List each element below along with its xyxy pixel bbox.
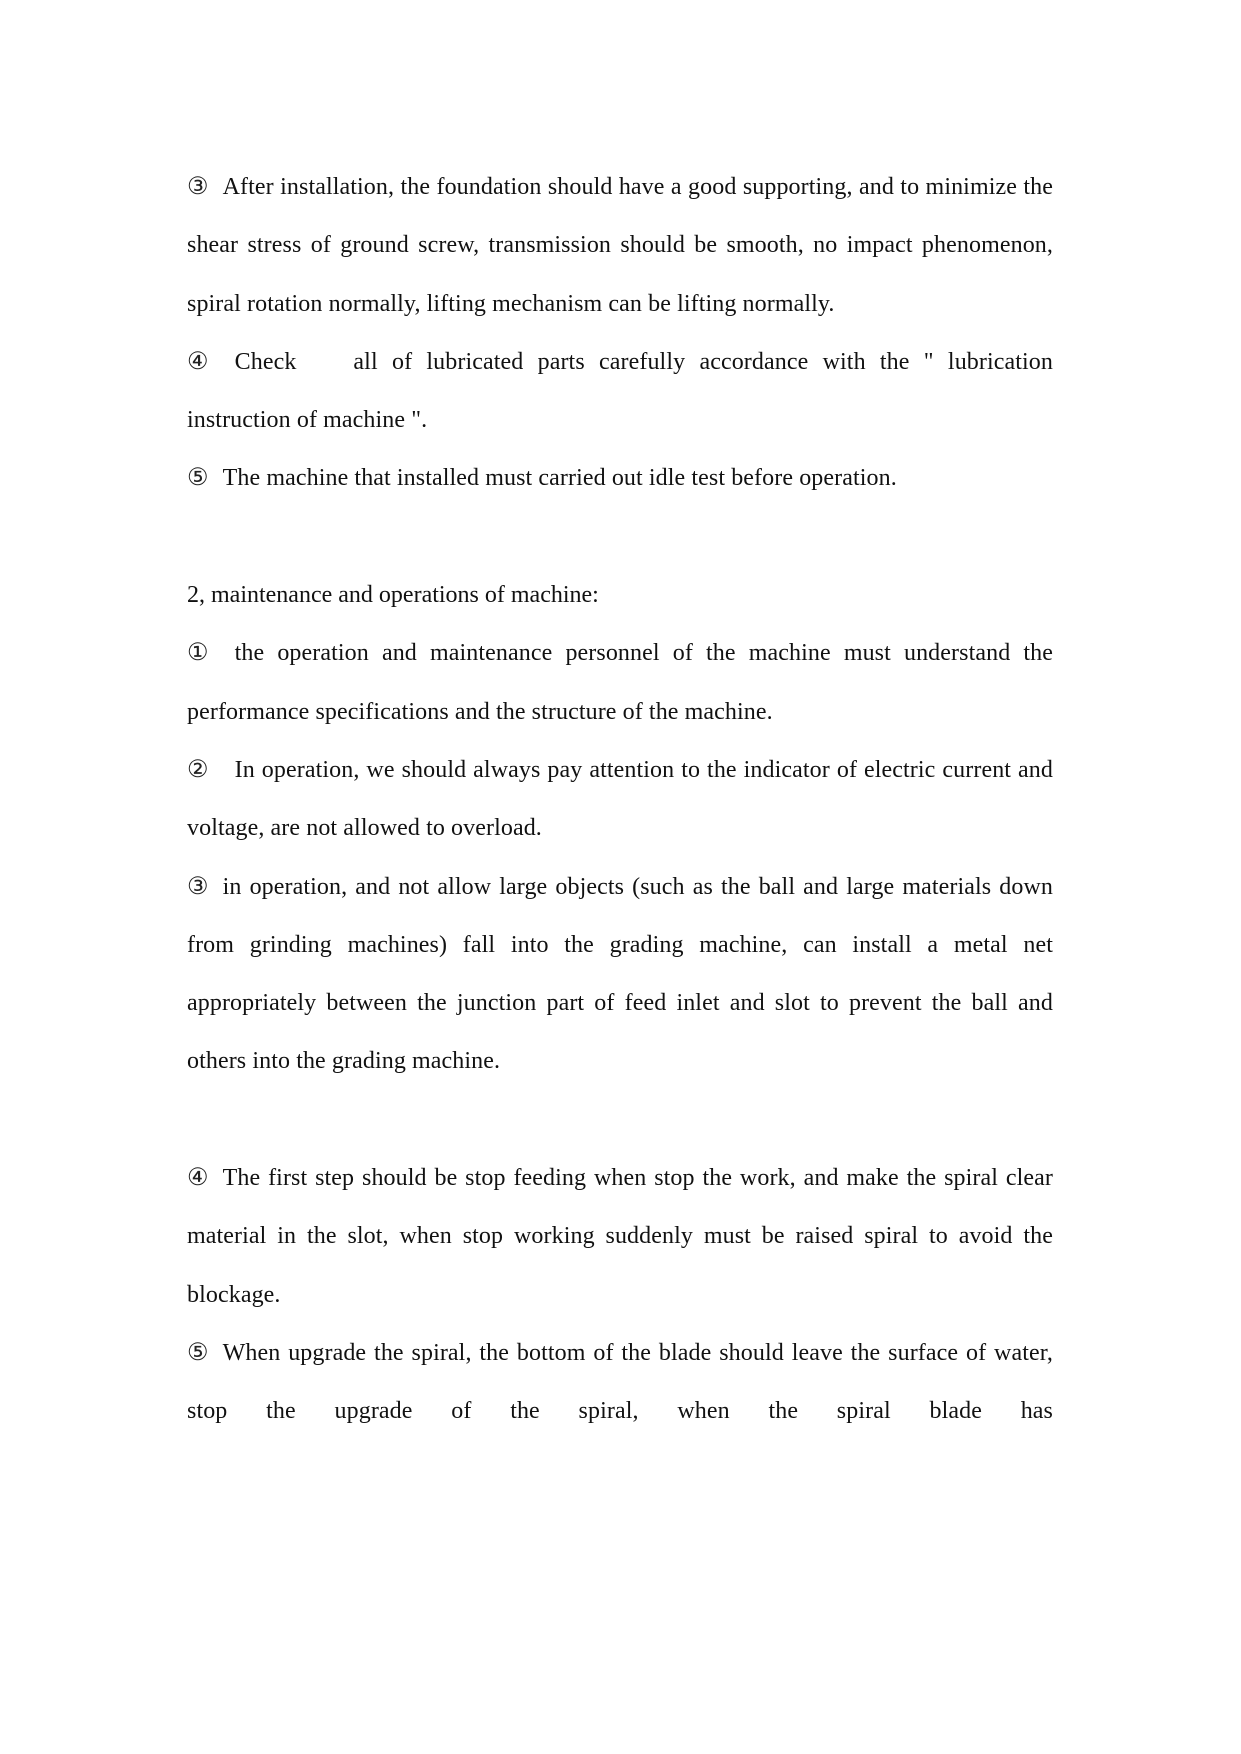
list-item [187,624,1053,741]
paragraph-text: in operation, and not allow large objects (such as the ball and large materials down from grinding machines) fall into the grading machine, can install a metal net appropriately between the junction part of feed inlet and slot to prevent the ball and others into the grading machine. [187,873,1053,1075]
circled-number-3: ③ [187,873,209,900]
circled-number-1: ① [187,640,209,667]
circled-number-5: ⑤ [187,465,209,492]
section-heading: 2, maintenance and operations of machine: [187,582,599,609]
circled-number-5: ⑤ [187,1339,209,1366]
list-item [187,449,1053,507]
paragraph-text: After installation, the foundation should have a good supporting, and to minimize the shear stress of ground screw, transmission should be smooth, no impact phenomenon, spiral rotation normally, lifting mechanism can be lifting normally. [187,174,1053,317]
list-item [187,858,1053,1091]
paragraph-text: The first step should be stop feeding when stop the work, and make the spiral clear material in the slot, when stop working suddenly must be raised spiral to avoid the blockage. [187,1165,1053,1308]
document-page [187,158,1060,1441]
list-item [187,1149,1053,1324]
circled-number-4: ④ [187,348,209,375]
circled-number-3: ③ [187,174,209,200]
list-item [187,1324,1053,1441]
paragraph-text: The machine that installed must carried out idle test before operation. [222,465,897,492]
paragraph-text: In operation, we should always pay attention to the indicator of electric current and voltage, are not allowed to overload. [187,756,1053,842]
circled-number-2: ② [187,756,209,783]
circled-number-4: ④ [187,1165,209,1192]
list-item [187,158,1053,333]
list-item [187,741,1053,858]
paragraph-text: When upgrade the spiral, the bottom of the blade should leave the surface of water, stop the upgrade of the spiral, when the spiral blade has [187,1339,1053,1425]
paragraph-text: Check all of lubricated parts carefully accordance with the " lubrication instruction of machine ". [187,348,1060,434]
paragraph-text: the operation and maintenance personnel of the machine must understand the performance specifications and the structure of the machine. [187,640,1053,725]
list-item [187,333,1060,450]
